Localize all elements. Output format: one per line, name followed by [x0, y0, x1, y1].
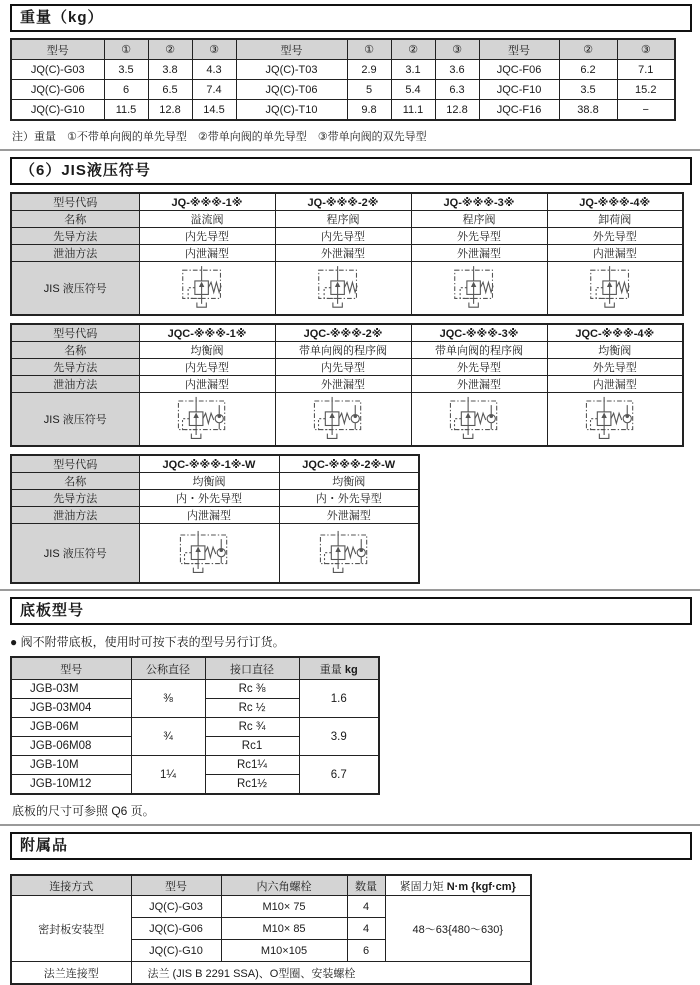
valve-name-cell: 程序阀: [275, 211, 411, 228]
row-label-symbol: JIS 液压符号: [11, 262, 139, 316]
table-row: [11, 756, 379, 775]
symbol-cell: [411, 393, 547, 447]
port-diameter-cell: Rc1: [205, 737, 299, 756]
model-code-cell: JQ-※※※-2※: [275, 193, 411, 211]
value-cell: 6.5: [148, 80, 192, 100]
row-label-model-code: 型号代码: [11, 193, 139, 211]
baseplate-bullet-note: ● 阀不附带底板，使用时可按下表的型号另行订货。: [10, 635, 285, 649]
row-label-model-code: 型号代码: [11, 324, 139, 342]
nominal-diameter-cell: 1¼: [131, 756, 205, 795]
weight-note: 注）重量 ①不带单向阀的单先导型 ②带单向阀的单先导型 ③带单向阀的双先导型: [12, 131, 427, 143]
symbol-cell: [275, 262, 411, 316]
pilot-method-cell: 内・外先导型: [139, 490, 279, 507]
col-header-3: ③: [192, 39, 236, 60]
model-code-cell: JQC-※※※-1※-W: [139, 455, 279, 473]
symbol-cell: [139, 524, 279, 584]
col-header-connection-type: 连接方式: [11, 875, 131, 896]
table-row: [11, 507, 419, 524]
section-title-weight: 重量（kg）: [10, 4, 692, 32]
valve-name-cell: 带单向阀的程序阀: [411, 342, 547, 359]
accessories-table: [10, 874, 532, 985]
connection-type-cell: 法兰连接型: [11, 962, 131, 985]
jis-hydraulic-symbol-icon: [176, 263, 238, 311]
jis-hydraulic-symbol-icon: [584, 263, 646, 311]
jis-hydraulic-symbol-icon: [445, 394, 513, 442]
col-header-port-diameter: 接口直径: [205, 657, 299, 680]
pilot-method-cell: 外先导型: [547, 228, 683, 245]
model-cell: JGB-06M08: [11, 737, 131, 756]
table-row: [11, 962, 531, 985]
value-cell: 11.1: [391, 100, 435, 121]
value-cell: 6.2: [559, 60, 617, 80]
value-cell: 3.8: [148, 60, 192, 80]
value-cell: 7.4: [192, 80, 236, 100]
drain-method-cell: 内泄漏型: [139, 245, 275, 262]
baseplate-header-row: [11, 657, 379, 680]
weight-cell: 6.7: [299, 756, 379, 795]
drain-method-cell: 外泄漏型: [275, 376, 411, 393]
symbol-cell: [547, 393, 683, 447]
col-header-model: 型号: [479, 39, 559, 60]
model-cell: JQ(C)-G06: [11, 80, 104, 100]
pilot-method-cell: 内先导型: [139, 228, 275, 245]
table-row: [11, 524, 419, 584]
torque-value-cell: 48～63{480～630}: [385, 896, 531, 962]
table-row: [11, 393, 683, 447]
drain-method-cell: 外泄漏型: [275, 245, 411, 262]
col-header-model: 型号: [131, 875, 221, 896]
table-row: [11, 342, 683, 359]
weight-cell: 3.9: [299, 718, 379, 756]
table-row: [11, 100, 675, 121]
row-label-drain: 泄油方法: [11, 245, 139, 262]
row-label-symbol: JIS 液压符号: [11, 393, 139, 447]
section-title-baseplate: 底板型号: [10, 597, 692, 625]
symbol-cell: [139, 262, 275, 316]
flange-parts-cell: 法兰 (JIS B 2291 SSA)、O型圈、安装螺栓: [131, 962, 531, 985]
symbol-cell: [547, 262, 683, 316]
symbol-cell: [139, 393, 275, 447]
model-cell: JQ(C)-G06: [131, 918, 221, 940]
quantity-cell: 6: [347, 940, 385, 962]
jis-hydraulic-symbol-icon: [581, 394, 649, 442]
value-cell: 12.8: [435, 100, 479, 121]
port-diameter-cell: Rc1½: [205, 775, 299, 795]
table-row: [11, 680, 379, 699]
valve-name-cell: 均衡阀: [547, 342, 683, 359]
value-cell: 6.3: [435, 80, 479, 100]
port-diameter-cell: Rc ½: [205, 699, 299, 718]
valve-name-cell: 均衡阀: [139, 342, 275, 359]
table-row: [11, 80, 675, 100]
valve-name-cell: 均衡阀: [139, 473, 279, 490]
value-cell: 15.2: [617, 80, 675, 100]
valve-name-cell: 溢流阀: [139, 211, 275, 228]
bolt-cell: M10× 75: [221, 896, 347, 918]
table-row: [11, 359, 683, 376]
value-cell: 11.5: [104, 100, 148, 121]
col-header-weight: 重量 kg: [299, 657, 379, 680]
table-row: [11, 60, 675, 80]
value-cell: 5: [347, 80, 391, 100]
pilot-method-cell: 内先导型: [275, 359, 411, 376]
model-code-cell: JQC-※※※-4※: [547, 324, 683, 342]
jis-hydraulic-symbol-icon: [448, 263, 510, 311]
model-cell: JQ(C)-T10: [236, 100, 347, 121]
model-cell: JQC-F16: [479, 100, 559, 121]
drain-method-cell: 外泄漏型: [411, 376, 547, 393]
pilot-method-cell: 外先导型: [411, 359, 547, 376]
col-header-tightening-torque: 紧固力矩 N·m {kgf·cm}: [385, 875, 531, 896]
row-label-name: 名称: [11, 473, 139, 490]
value-cell: 3.5: [559, 80, 617, 100]
table-row: [11, 193, 683, 211]
table-row: [11, 211, 683, 228]
model-code-cell: JQC-※※※-2※: [275, 324, 411, 342]
drain-method-cell: 外泄漏型: [411, 245, 547, 262]
section-title-jis-symbols: （6）JIS液压符号: [10, 157, 692, 185]
col-header-1: ①: [347, 39, 391, 60]
table-row: [11, 455, 419, 473]
model-code-cell: JQC-※※※-2※-W: [279, 455, 419, 473]
model-cell: JQ(C)-G03: [131, 896, 221, 918]
jis-hydraulic-symbol-icon: [309, 394, 377, 442]
section-title-accessories: 附属品: [10, 832, 692, 860]
row-label-pilot: 先导方法: [11, 359, 139, 376]
weight-cell: 1.6: [299, 680, 379, 718]
drain-method-cell: 内泄漏型: [139, 507, 279, 524]
col-header-quantity: 数量: [347, 875, 385, 896]
value-cell: 3.6: [435, 60, 479, 80]
row-label-drain: 泄油方法: [11, 376, 139, 393]
jis-symbol-table-2: [10, 323, 684, 447]
model-cell: JQ(C)-G10: [11, 100, 104, 121]
model-code-cell: JQ-※※※-4※: [547, 193, 683, 211]
weight-unit-label: kg: [344, 663, 358, 676]
table-row: [11, 473, 419, 490]
col-header-3: ③: [435, 39, 479, 60]
col-header-3: ③: [617, 39, 675, 60]
row-label-model-code: 型号代码: [11, 455, 139, 473]
torque-unit-label: N·m {kgf·cm}: [446, 880, 516, 893]
section-divider: [0, 149, 700, 151]
table-row: [11, 376, 683, 393]
value-cell: 38.8: [559, 100, 617, 121]
model-cell: JGB-10M12: [11, 775, 131, 795]
model-cell: JQ(C)-G10: [131, 940, 221, 962]
row-label-symbol: JIS 液压符号: [11, 524, 139, 584]
weight-table: [10, 38, 676, 121]
model-cell: JGB-03M04: [11, 699, 131, 718]
table-row: [11, 262, 683, 316]
value-cell: 4.3: [192, 60, 236, 80]
drain-method-cell: 外泄漏型: [279, 507, 419, 524]
col-header-2: ②: [148, 39, 192, 60]
port-diameter-cell: Rc ¾: [205, 718, 299, 737]
row-label-name: 名称: [11, 211, 139, 228]
drain-method-cell: 内泄漏型: [547, 376, 683, 393]
model-cell: JQ(C)-G03: [11, 60, 104, 80]
jis-hydraulic-symbol-icon: [312, 263, 374, 311]
value-cell: −: [617, 100, 675, 121]
model-cell: JQ(C)-T06: [236, 80, 347, 100]
value-cell: 5.4: [391, 80, 435, 100]
col-header-nominal-diameter: 公称直径: [131, 657, 205, 680]
pilot-method-cell: 外先导型: [411, 228, 547, 245]
value-cell: 2.9: [347, 60, 391, 80]
model-cell: JGB-03M: [11, 680, 131, 699]
model-code-cell: JQ-※※※-1※: [139, 193, 275, 211]
value-cell: 14.5: [192, 100, 236, 121]
model-code-cell: JQC-※※※-3※: [411, 324, 547, 342]
value-cell: 9.8: [347, 100, 391, 121]
quantity-cell: 4: [347, 896, 385, 918]
col-header-model: 型号: [236, 39, 347, 60]
table-row: [11, 718, 379, 737]
row-label-pilot: 先导方法: [11, 228, 139, 245]
row-label-name: 名称: [11, 342, 139, 359]
valve-name-cell: 均衡阀: [279, 473, 419, 490]
value-cell: 12.8: [148, 100, 192, 121]
table-row: [11, 228, 683, 245]
drain-method-cell: 内泄漏型: [139, 376, 275, 393]
col-header-model: 型号: [11, 39, 104, 60]
weight-table-header-row: [11, 39, 675, 60]
section-divider: [0, 824, 700, 826]
port-diameter-cell: Rc ⅜: [205, 680, 299, 699]
section-divider: [0, 589, 700, 591]
row-label-drain: 泄油方法: [11, 507, 139, 524]
symbol-cell: [279, 524, 419, 584]
value-cell: 7.1: [617, 60, 675, 80]
valve-name-cell: 卸荷阀: [547, 211, 683, 228]
jis-symbol-table-3: [10, 454, 420, 584]
quantity-cell: 4: [347, 918, 385, 940]
jis-hydraulic-symbol-icon: [315, 528, 383, 576]
bolt-cell: M10×105: [221, 940, 347, 962]
baseplate-table: [10, 656, 380, 795]
port-diameter-cell: Rc1¼: [205, 756, 299, 775]
value-cell: 3.5: [104, 60, 148, 80]
valve-name-cell: 带单向阀的程序阀: [275, 342, 411, 359]
pilot-method-cell: 内・外先导型: [279, 490, 419, 507]
jis-symbol-table-1: [10, 192, 684, 316]
symbol-cell: [275, 393, 411, 447]
pilot-method-cell: 内先导型: [139, 359, 275, 376]
nominal-diameter-cell: ⅜: [131, 680, 205, 718]
model-cell: JQC-F06: [479, 60, 559, 80]
value-cell: 3.1: [391, 60, 435, 80]
model-cell: JQC-F10: [479, 80, 559, 100]
row-label-pilot: 先导方法: [11, 490, 139, 507]
model-cell: JQ(C)-T03: [236, 60, 347, 80]
model-cell: JGB-06M: [11, 718, 131, 737]
table-row: [11, 324, 683, 342]
bolt-cell: M10× 85: [221, 918, 347, 940]
col-header-1: ①: [104, 39, 148, 60]
drain-method-cell: 内泄漏型: [547, 245, 683, 262]
value-cell: 6: [104, 80, 148, 100]
symbol-cell: [411, 262, 547, 316]
jis-hydraulic-symbol-icon: [175, 528, 243, 576]
col-header-2: ②: [391, 39, 435, 60]
table-row: [11, 490, 419, 507]
jis-hydraulic-symbol-icon: [173, 394, 241, 442]
table-row: [11, 245, 683, 262]
model-code-cell: JQC-※※※-1※: [139, 324, 275, 342]
connection-type-cell: 密封板安装型: [11, 896, 131, 962]
col-header-model: 型号: [11, 657, 131, 680]
accessories-header-row: [11, 875, 531, 896]
model-code-cell: JQ-※※※-3※: [411, 193, 547, 211]
col-header-2: ②: [559, 39, 617, 60]
table-row: [11, 896, 531, 918]
col-header-hex-bolt: 内六角螺栓: [221, 875, 347, 896]
pilot-method-cell: 外先导型: [547, 359, 683, 376]
pilot-method-cell: 内先导型: [275, 228, 411, 245]
nominal-diameter-cell: ¾: [131, 718, 205, 756]
model-cell: JGB-10M: [11, 756, 131, 775]
baseplate-footer-note: 底板的尺寸可参照 Q6 页。: [12, 804, 155, 818]
valve-name-cell: 程序阀: [411, 211, 547, 228]
